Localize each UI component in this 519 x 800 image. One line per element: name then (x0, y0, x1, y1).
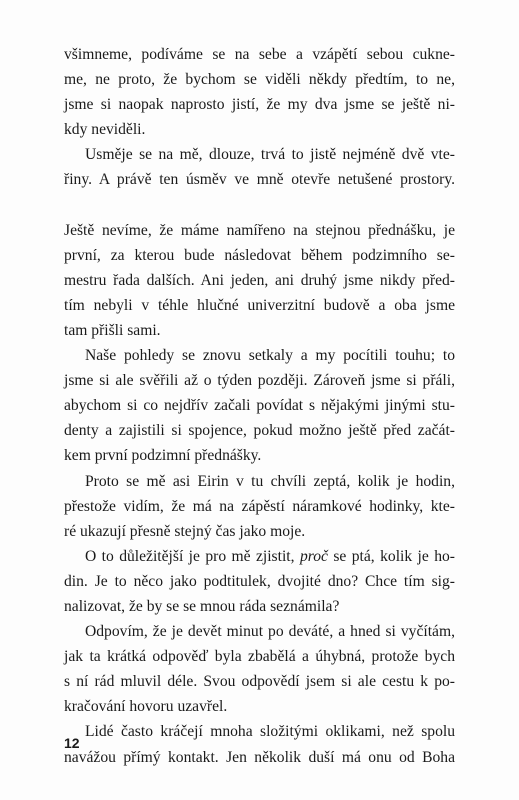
text-line: jsme si naopak naprosto jistí, že my dva jsme se ještě ni- (64, 96, 455, 114)
text-line: řiny. A právě ten úsměv ve mně otevře netušené prostory. (64, 171, 455, 189)
text-line: kračování hovoru uzavřel. (64, 698, 228, 716)
emphasis-text: proč (299, 547, 328, 565)
paragraph-6 (64, 544, 455, 619)
paragraph-8 (64, 719, 455, 769)
text-line: denty a zajistili si spojence, pokud možno ještě před začát- (64, 422, 455, 440)
text-line: me, ne proto, že bychom se viděli někdy předtím, to ne, (64, 71, 455, 89)
text-fragment: se ptá, kolik je ho- (327, 547, 455, 565)
text-line: abychom si co nejdřív začali povídat s nějakými jinými stu- (64, 397, 455, 415)
text-line: tím nebyli v téhle hlučné univerzitní budově a oba jsme (64, 296, 455, 314)
text-fragment: O to důležitější je pro mě zjistit, (85, 547, 300, 565)
text-line: din. Je to něco jako podtitulek, dvojité dno? Chce tím sig- (64, 572, 455, 590)
paragraph-3 (64, 218, 455, 343)
text-line: Proto se mě asi Eirin v tu chvíli zeptá, kolik je hodin, (85, 472, 455, 490)
text-line (64, 544, 455, 569)
text-line: všimneme, podíváme se na sebe a vzápětí sebou cukne- (64, 46, 455, 63)
text-line: jsme si ale svěřili až o týden později. Zároveň jsme si přáli, (64, 372, 455, 390)
text-line: navážou přímý kontakt. Jen několik duší má onu od Boha (64, 748, 455, 766)
text-line: s ní rád mluvil déle. Svou odpovědí jsem si ale cestu k po- (64, 673, 455, 691)
paragraph-1 (64, 42, 455, 142)
paragraph-5 (64, 469, 455, 544)
text-line: přestože vidím, že má na zápěstí náramkové hodinky, kte- (64, 497, 455, 515)
text-line: Usměje se na mě, dlouze, trvá to jistě nejméně dvě vte- (85, 146, 455, 164)
text-line: Naše pohledy se znovu setkaly a my pocítili touhu; to (85, 347, 455, 365)
paragraph-7 (64, 619, 455, 719)
paragraph-4 (64, 343, 455, 468)
text-line: ré ukazují přesně stejný čas jako moje. (64, 522, 306, 540)
text-line: Ještě nevíme, že máme namířeno na stejnou přednášku, je (64, 221, 455, 239)
text-line: mestru řada dalších. Ani jeden, ani druhý jsme nikdy před- (64, 271, 455, 289)
text-line: kem první podzimní přednášky. (64, 447, 262, 465)
paragraph-2 (64, 142, 455, 192)
page-number: 12 (64, 735, 80, 751)
text-line: tam přišli sami. (64, 321, 161, 339)
text-line: první, za kterou bude následovat během podzimního se- (64, 246, 455, 264)
body-text (64, 42, 455, 770)
text-line: nalizovat, že by se se mnou ráda seznámila? (64, 597, 340, 615)
text-line: Lidé často kráčejí mnoha složitými oklikami, než spolu (85, 723, 455, 741)
text-line: jak ta krátká odpověď byla zbabělá a úhybná, protože bych (64, 648, 455, 666)
text-line: Odpovím, že je devět minut po deváté, a hned si vyčítám, (85, 623, 455, 641)
text-line: kdy neviděli. (64, 121, 146, 139)
